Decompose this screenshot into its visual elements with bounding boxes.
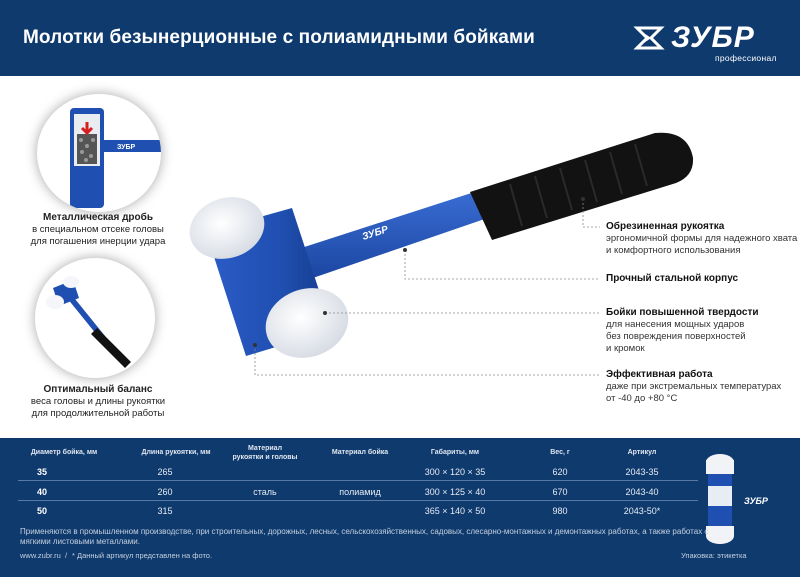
table-cell: 265 bbox=[157, 467, 173, 477]
table-header: Габариты, мм bbox=[430, 449, 480, 456]
brand-wordmark: ЗУБР bbox=[671, 21, 755, 54]
feature-faces bbox=[606, 307, 759, 355]
table-cell: 670 bbox=[552, 487, 568, 497]
table-cell: 300 × 125 × 40 bbox=[424, 487, 486, 497]
feature-line: без повреждения поверхностей bbox=[606, 331, 746, 342]
usage-note: Применяются в промышленном производстве, при строительных, дорожных, лесных, сельскохозяйственных, садовых, слесарно-монтажных и демонтажных работах, а также работах с мягкими листовыми металлами. bbox=[20, 527, 709, 546]
feature-line: и комфортного использования bbox=[606, 245, 741, 256]
table-cell: полиамид bbox=[339, 487, 381, 497]
callout-line: веса головы и длины рукоятки bbox=[30, 396, 166, 407]
feature-line: от -40 до +80 °С bbox=[606, 393, 678, 404]
callout-line: для продолжительной работы bbox=[31, 408, 165, 419]
page-title: Молотки безынерционные с полиамидными бойками bbox=[23, 27, 535, 48]
callout-line: для погашения инерции удара bbox=[30, 236, 166, 247]
inset-balance bbox=[35, 258, 155, 378]
feature-title: Обрезиненная рукоятка bbox=[606, 221, 725, 232]
table-cell: сталь bbox=[253, 487, 277, 497]
table-cell: 365 × 140 × 50 bbox=[424, 506, 486, 516]
table-rule bbox=[18, 480, 698, 481]
footer-packaging: Упаковка: этикетка bbox=[681, 551, 747, 560]
table-cell: 620 bbox=[552, 467, 568, 477]
feature-line: эргономичной формы для надежного хвата bbox=[606, 233, 798, 244]
svg-text:ЗУБР: ЗУБР bbox=[117, 144, 136, 151]
inset-head-cutaway bbox=[37, 94, 161, 212]
table-header: Материал бойка bbox=[331, 449, 389, 456]
table-cell: 2043-40 bbox=[625, 487, 659, 497]
table-cell: 2043-50* bbox=[623, 506, 661, 516]
footer-disclaimer: * Данный артикул представлен на фото. bbox=[72, 551, 213, 560]
brand-logo bbox=[633, 20, 783, 66]
feature-line: для нанесения мощных ударов bbox=[606, 319, 745, 330]
table-cell: 260 bbox=[157, 487, 173, 497]
table-header: Диаметр бойка, мм bbox=[30, 449, 98, 456]
table-cell: 300 × 120 × 35 bbox=[424, 467, 486, 477]
feature-line: и кромок bbox=[606, 343, 645, 354]
callout-line: в специальном отсеке головы bbox=[32, 224, 164, 235]
table-cell: 50 bbox=[36, 506, 47, 516]
feature-grip bbox=[606, 221, 797, 257]
table-header: Вес, г bbox=[550, 449, 570, 456]
callout-shot bbox=[18, 212, 178, 248]
table-cell: 315 bbox=[157, 506, 173, 516]
footer-site-link[interactable]: www.zubr.ru bbox=[20, 551, 61, 560]
callout-title: Оптимальный баланс bbox=[43, 384, 153, 395]
feature-title: Бойки повышенной твердости bbox=[606, 307, 759, 318]
feature-title: Эффективная работа bbox=[606, 369, 713, 380]
table-rule bbox=[18, 500, 698, 501]
table-cell: 40 bbox=[36, 487, 47, 497]
feature-body bbox=[606, 273, 738, 285]
brand-emblem-icon bbox=[633, 24, 665, 52]
footer-separator: / bbox=[65, 551, 68, 560]
table-header: Длина рукоятки, мм bbox=[141, 449, 211, 456]
header-banner bbox=[0, 0, 800, 76]
feature-title: Прочный стальной корпус bbox=[606, 273, 739, 284]
callout-title: Металлическая дробь bbox=[43, 212, 153, 223]
table-cell: 2043-35 bbox=[625, 467, 659, 477]
feature-temperature bbox=[606, 369, 781, 405]
hammer-brand-label: ЗУБР bbox=[360, 224, 390, 243]
callout-balance bbox=[18, 384, 178, 420]
package-label-brand: ЗУБР bbox=[744, 496, 768, 506]
table-header: Материал рукоятки и головы bbox=[232, 445, 298, 461]
table-cell: 35 bbox=[36, 467, 47, 477]
brand-subtitle: профессионал bbox=[715, 53, 777, 63]
feature-line: даже при экстремальных температурах bbox=[606, 381, 782, 392]
table-cell: 980 bbox=[552, 506, 568, 516]
table-header: Артикул bbox=[627, 449, 657, 456]
